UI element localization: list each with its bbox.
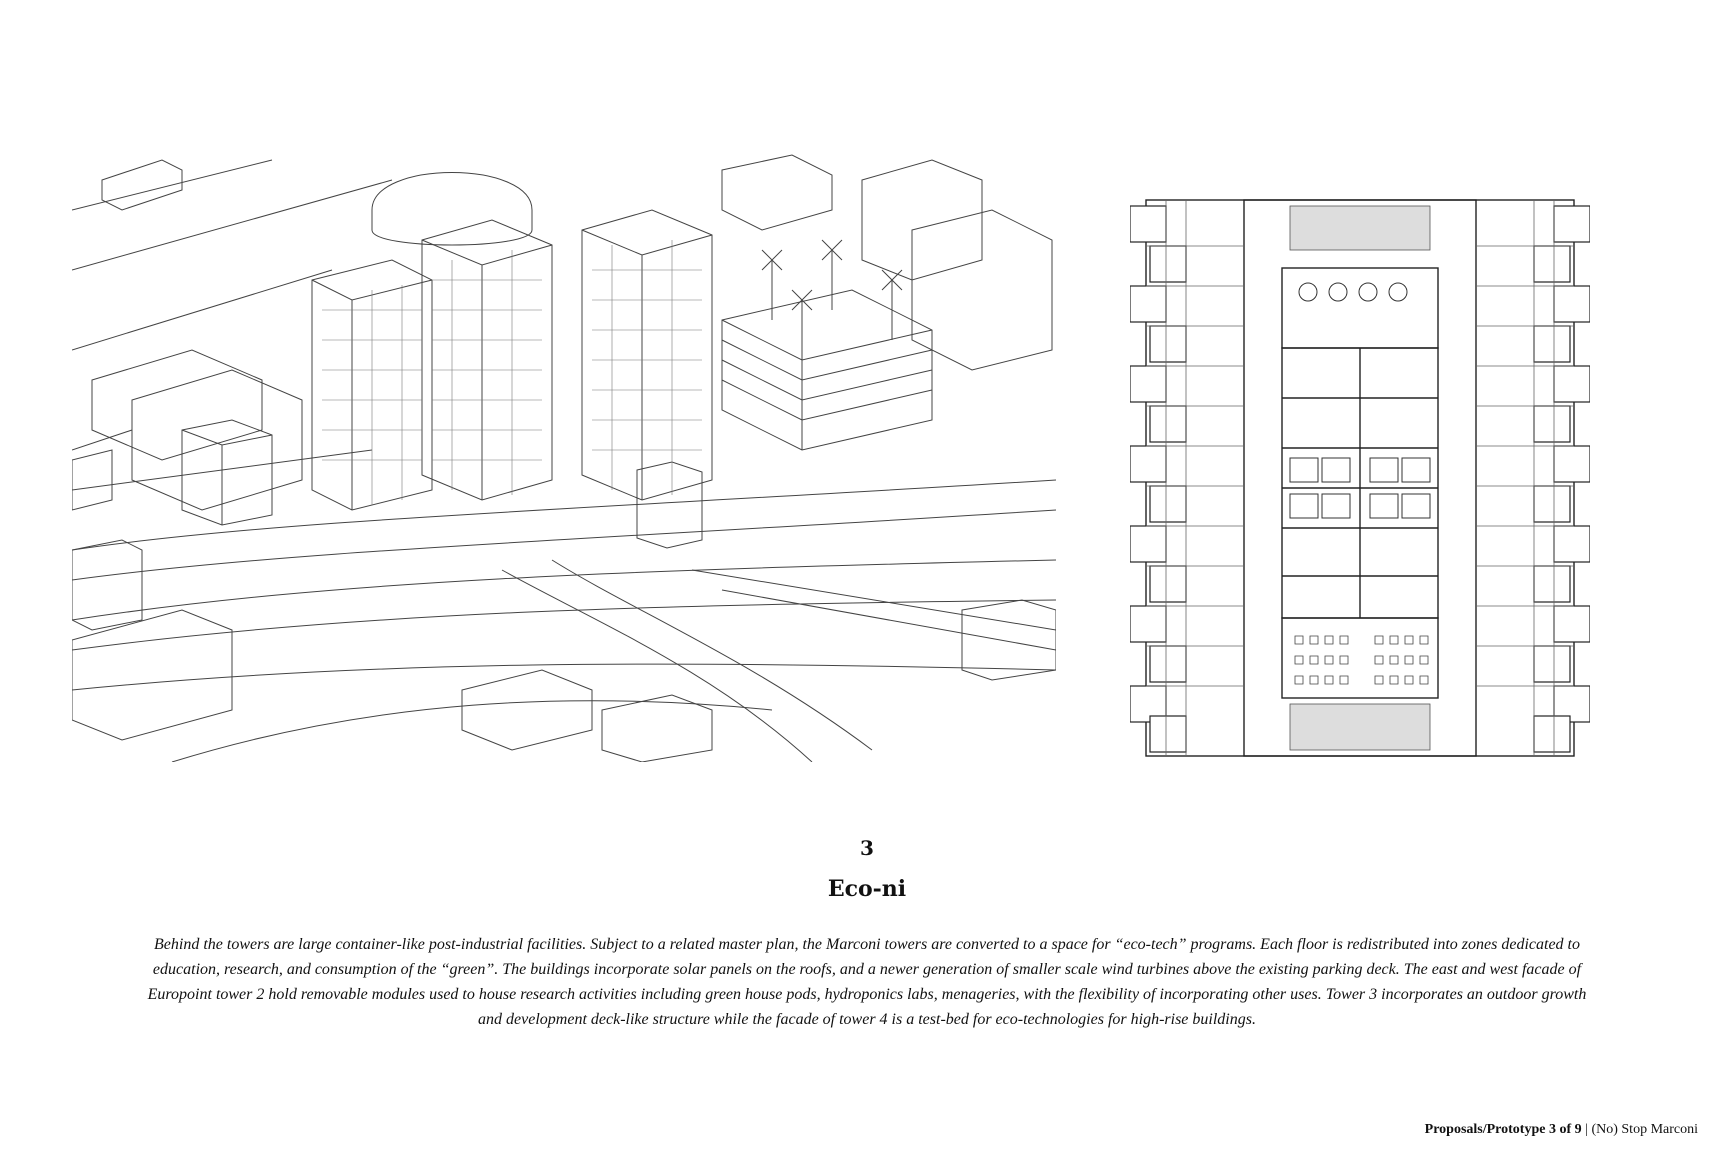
footer-section: Proposals/Prototype <box>1424 1122 1546 1137</box>
floor-plan-drawing <box>1130 196 1590 762</box>
figure-number: 3 <box>860 836 874 860</box>
footer-separator: | <box>1585 1122 1588 1137</box>
floor-plan-icon <box>1130 196 1590 762</box>
footer-page-number: 3 of 9 <box>1548 1122 1582 1137</box>
axonometric-drawing <box>72 150 1056 762</box>
figure-description: Behind the towers are large container-like post-industrial facilities. Subject to a related master plan, the Marconi towers are converted to a space for “eco-tech” programs. Each floor is redistributed into zones dedicated to education, research, and consumption of the “green”. The buildings incorporate solar panels on the roofs, and a newer generation of smaller scale wind turbines above the existing parking deck. The east and west facade of Europoint tower 2 hold removable modules used to house research activities including green house pods, hydroponics labs, menageries, with the flexibility of incorporating other uses. Tower 3 incorporates an outdoor growth and development deck-like structure while the facade of tower 4 is a test-bed for eco-technologies for high-rise buildings. <box>147 936 1587 1028</box>
figure-title: Eco-ni <box>827 876 907 902</box>
footer-project: (No) Stop Marconi <box>1591 1122 1698 1137</box>
axonometric-city-icon <box>72 150 1056 762</box>
page-footer <box>1425 1122 1698 1138</box>
